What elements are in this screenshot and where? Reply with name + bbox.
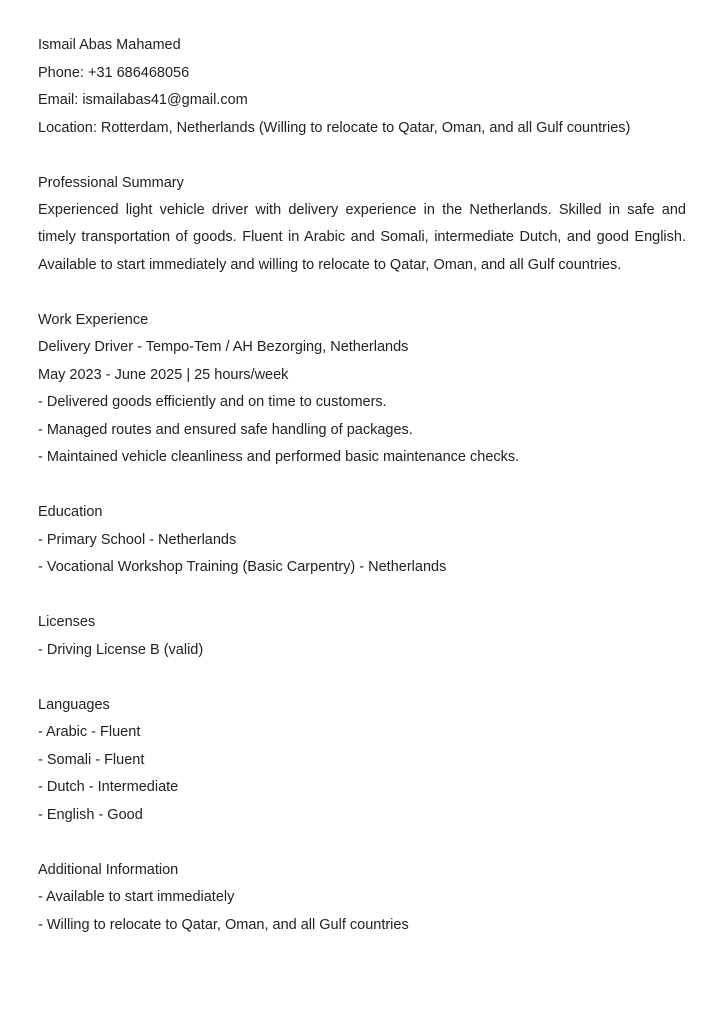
- contact-email: Email: ismailabas41@gmail.com: [38, 92, 248, 108]
- professional-summary-paragraph: Experienced light vehicle driver with delivery experience in the Netherlands. Skilled in safe and timely transportation of goods. Fluent in Arabic and Somali, intermediate Dutch, and good English. Available to start immediately and willing to relocate to Qatar, Oman, and all Gulf countries.: [38, 202, 686, 273]
- additional-item: - Willing to relocate to Qatar, Oman, and all Gulf countries: [38, 916, 409, 933]
- job-bullet: - Maintained vehicle cleanliness and performed basic maintenance checks.: [38, 449, 520, 466]
- section-title-additional-information: Additional Information: [38, 861, 179, 878]
- job-dates: May 2023 - June 2025 | 25 hours/week: [38, 366, 289, 383]
- contact-phone: Phone: +31 686468056: [38, 64, 190, 81]
- section-licenses: [38, 609, 686, 664]
- section-additional-information: [38, 857, 686, 940]
- section-education: [38, 499, 686, 582]
- education-item: - Primary School - Netherlands: [38, 531, 237, 548]
- section-title-professional-summary: Professional Summary: [38, 174, 184, 191]
- section-work-experience: [38, 307, 686, 472]
- contact-location: Location: Rotterdam, Netherlands (Willing to relocate to Qatar, Oman, and all Gulf countries): [38, 119, 631, 136]
- section-title-education: Education: [38, 504, 103, 521]
- section-title-licenses: Licenses: [38, 614, 96, 631]
- job-bullet: - Managed routes and ensured safe handling of packages.: [38, 421, 413, 438]
- job-bullet: - Delivered goods efficiently and on time to customers.: [38, 394, 387, 411]
- contact-block: [38, 32, 686, 142]
- language-item: - English - Good: [38, 806, 143, 823]
- language-item: - Dutch - Intermediate: [38, 779, 179, 796]
- language-item: - Arabic - Fluent: [38, 724, 141, 741]
- license-item: - Driving License B (valid): [38, 641, 204, 658]
- job-role: Delivery Driver - Tempo-Tem / AH Bezorging, Netherlands: [38, 339, 409, 356]
- additional-item: - Available to start immediately: [38, 889, 235, 906]
- section-title-work-experience: Work Experience: [38, 311, 149, 328]
- language-item: - Somali - Fluent: [38, 751, 145, 768]
- section-title-languages: Languages: [38, 696, 110, 713]
- education-item: - Vocational Workshop Training (Basic Carpentry) - Netherlands: [38, 559, 447, 576]
- section-professional-summary: [38, 170, 686, 280]
- section-languages: [38, 692, 686, 830]
- candidate-name: Ismail Abas Mahamed: [38, 37, 181, 53]
